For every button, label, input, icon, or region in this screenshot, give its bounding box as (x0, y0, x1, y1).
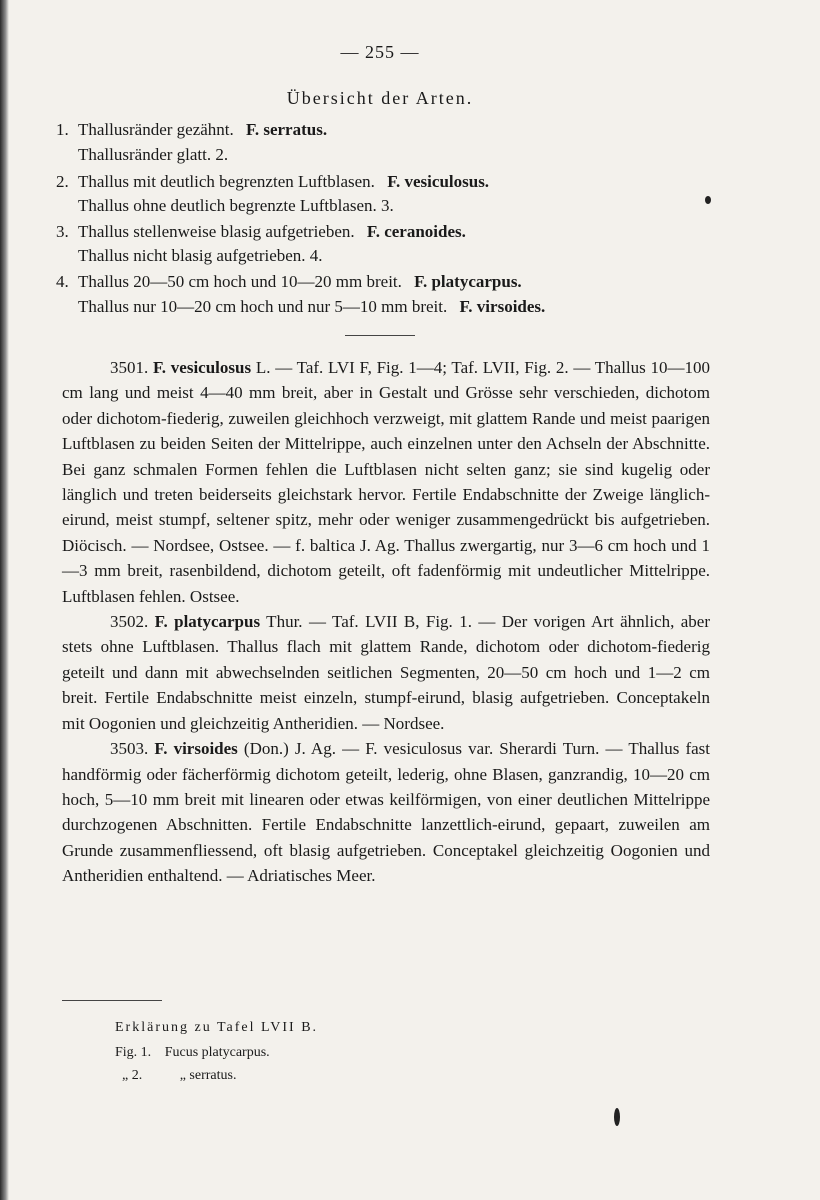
entry-virsoides: 3503. F. virsoides (Don.) J. Ag. — F. vesiculosus var. Sherardi Turn. — Thallus fast handförmig oder fächerförmig dichotom geteilt, lederig, ohne Blasen, ganzrandig, 10—20 cm hoch, 5—10 mm breit mit linearen oder etwas keilförmigen, von einer deutlichen Mittelrippe durchzogenen Abschnitten. Fertile Endabschnitte lanzettlich-eirund, gepaart, zuweilen am Grunde zusammenfliessend, oft blasig aufgetrieben. Conceptakel gleichzeitig Oogonien und Antheridien enthaltend. — Adriatisches Meer. (62, 739, 711, 886)
footnote-divider (62, 1000, 162, 1001)
key-line: Thallusränder glatt. 2. (78, 145, 229, 164)
ink-speck (614, 1108, 620, 1126)
species-name: F. ceranoides. (366, 222, 466, 241)
entry-vesiculosus: 3501. F. vesiculosus L. — Taf. LVI F, Fig. 1—4; Taf. LVII, Fig. 2. — Thallus 10—100 cm lang und meist 4—40 mm breit, aber in Gestalt und Grösse sehr verschieden, dichotom oder dichotom-fiederig, zuweilen gleichhoch verzweigt, mit glattem Rande und meist paarigen Luftblasen zu beiden Seiten der Mittelrippe, auch einzelnen unter den Achseln der Abschnitte. Bei ganz schmalen Formen fehlen die Luftblasen nicht selten ganz; sie sind kugelig oder länglich und treten beiderseits gleichstark hervor. Fertile Endabschnitte der Zweige länglich-eirund, meist stumpf, seltener spitz, mehr oder weniger zusammengedrückt bis aufgetrieben. Diöcisch. — Nordsee, Ostsee. — f. baltica J. Ag. Thallus zwergartig, nur 3—6 cm hoch und 1—3 mm breit, rasenbildend, dichotom geteilt, oft fadenförmig mit undeutlicher Mittelrippe. Luftblasen fehlen. Ostsee. (62, 358, 710, 606)
plate-explanation-title: Erklärung zu Tafel LVII B. (115, 1020, 319, 1035)
key-line: 4. Thallus 20—50 cm hoch und 10—20 mm breit. F. platycarpus. (56, 272, 522, 291)
key-line: 2. Thallus mit deutlich begrenzten Luftblasen. F. vesiculosus. (56, 172, 490, 191)
entry-platycarpus: 3502. F. platycarpus Thur. — Taf. LVII B, Fig. 1. — Der vorigen Art ähnlich, aber stets ohne Luftblasen. Thallus flach mit glattem Rande, dichotom oder dichotom-fiederig geteilt und dann mit abwechselnden seitlichen Segmenten, 20—50 cm hoch und 1—2 cm breit. Fertile Endabschnitte meist einzeln, stumpf-eirund, blasig aufgetrieben. Conceptakeln mit Oogonien und gleichzeitig Antheridien. — Nordsee. (62, 612, 711, 733)
key-line: 1. Thallusränder gezähnt. F. serratus. (56, 120, 328, 139)
key-line: Thallus nicht blasig aufgetrieben. 4. (78, 246, 323, 265)
entry-name: F. virsoides (154, 739, 238, 759)
key-line: 3. Thallus stellenweise blasig aufgetrieben. F. ceranoides. (56, 222, 466, 241)
key-line: Thallus nur 10—20 cm hoch und nur 5—10 mm breit. F. virsoides. (78, 297, 546, 316)
plate-explanation-item: Fig. 1. Fucus platycarpus. (115, 1045, 270, 1060)
page-number: — 255 — (340, 42, 420, 62)
species-name: F. platycarpus. (414, 272, 522, 291)
species-name: F. virsoides. (459, 297, 546, 316)
page-edge-shadow (0, 0, 9, 1200)
key-line: Thallus ohne deutlich begrenzte Luftblasen. 3. (78, 196, 394, 215)
entry-name: F. platycarpus (154, 612, 261, 632)
plate-explanation-item: „ 2. „ serratus. (122, 1068, 237, 1083)
section-heading: Übersicht der Arten. (286, 88, 474, 108)
species-name: F. vesiculosus. (387, 172, 490, 191)
ink-speck (705, 196, 711, 204)
species-descriptions (62, 355, 710, 889)
species-name: F. serratus. (246, 120, 328, 139)
section-divider (345, 335, 415, 336)
entry-name: F. vesiculosus (152, 358, 252, 377)
